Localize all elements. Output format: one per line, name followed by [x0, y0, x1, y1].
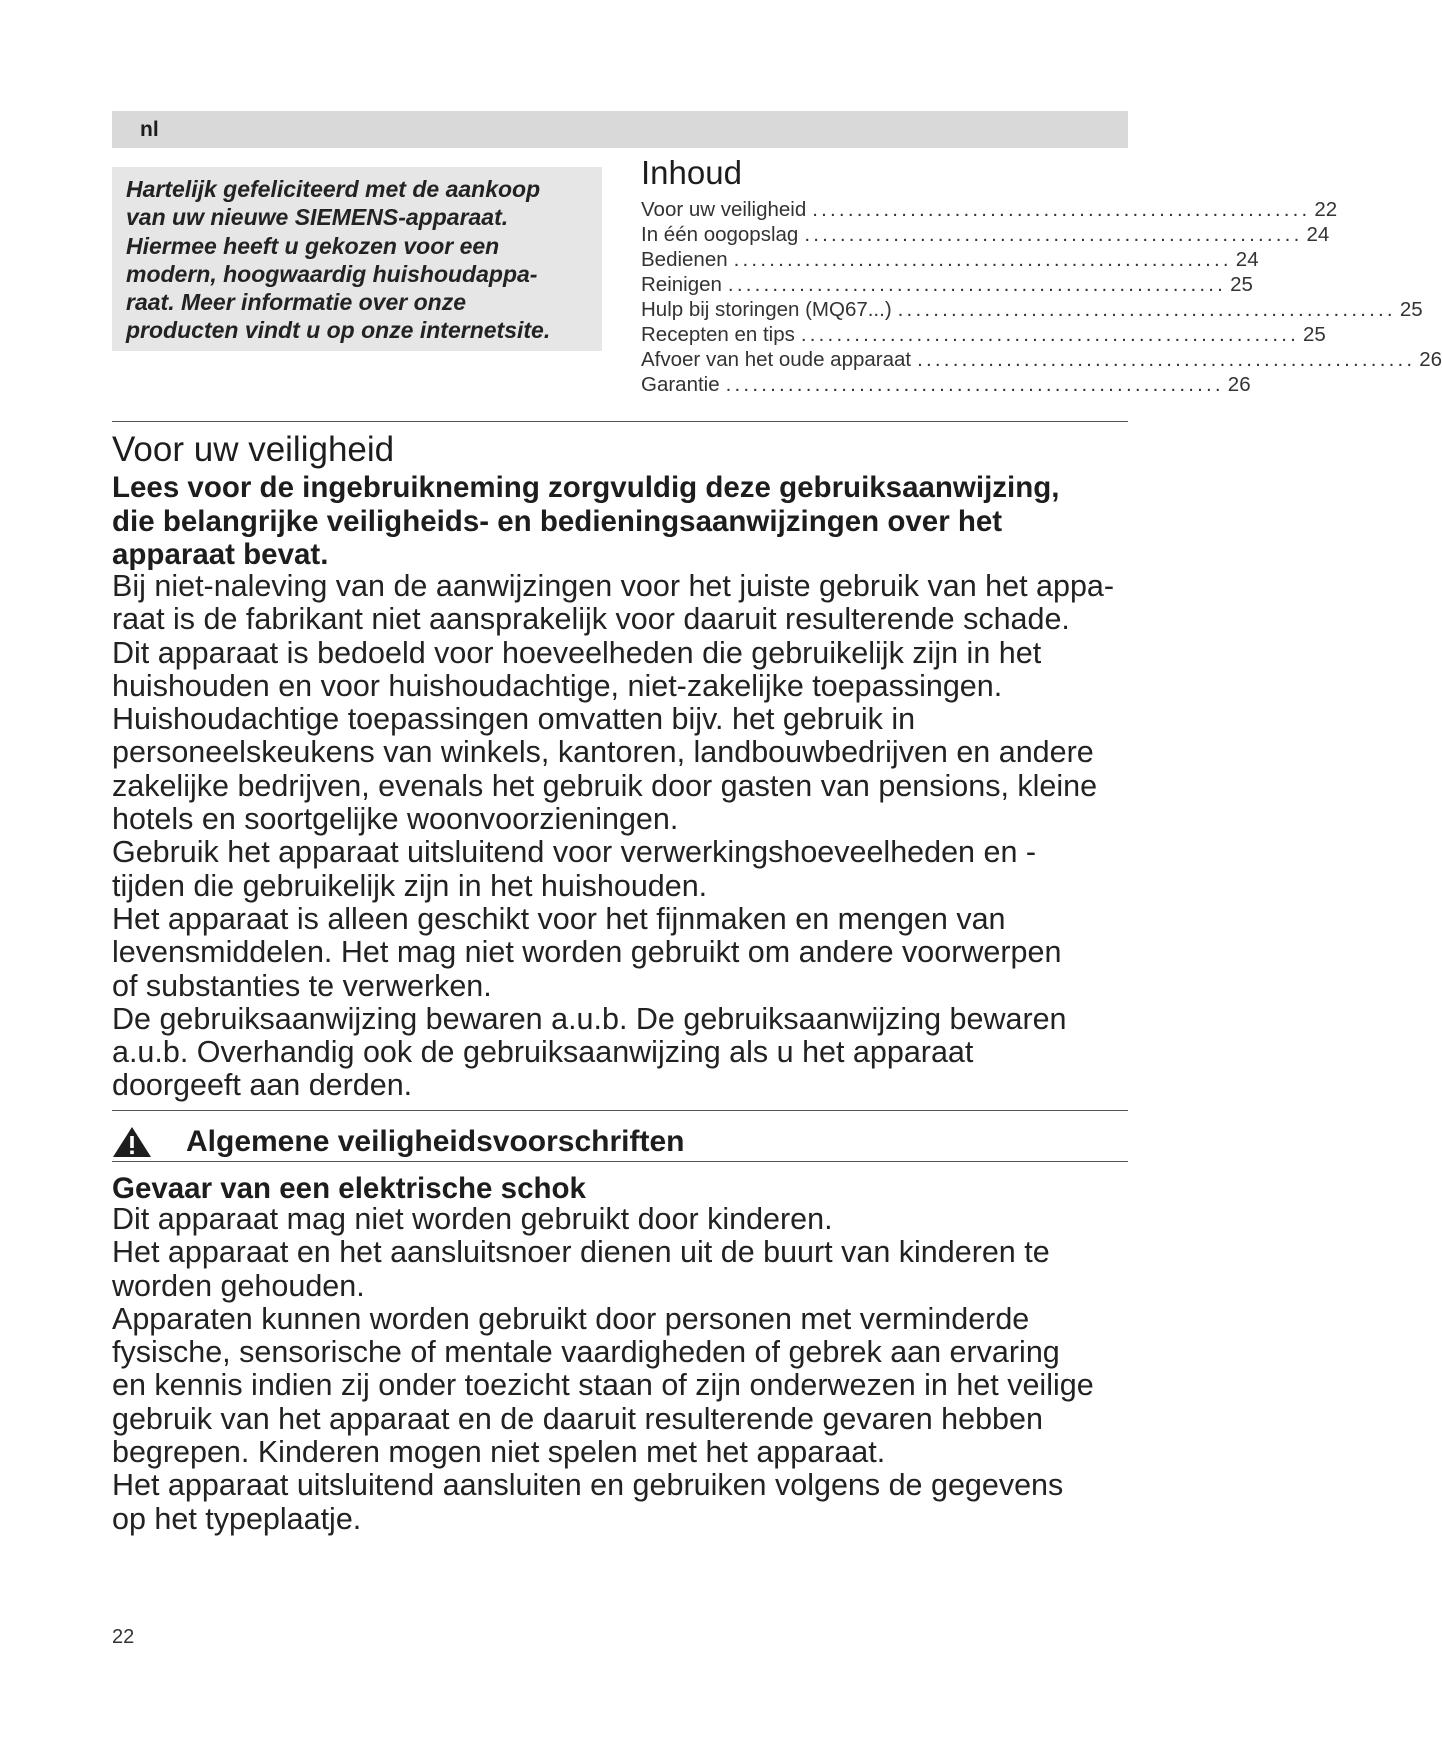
general-safety-title: Algemene veiligheidsvoorschriften — [186, 1125, 685, 1158]
toc-item-label: Voor uw veiligheid — [641, 198, 807, 221]
intro-box — [112, 167, 602, 351]
body-line: a.u.b. Overhandig ook de gebruiksaanwijzing als u het apparaat — [112, 1035, 974, 1070]
body-line: Het apparaat uitsluitend aansluiten en gebruiken volgens de gegevens — [112, 1468, 1064, 1503]
body-line: en kennis indien zij onder toezicht staan of zijn onderwezen in het veilige — [112, 1368, 1094, 1403]
toc-item-page: 24 — [1235, 248, 1259, 271]
body-line: gebruik van het apparaat en de daaruit resulterende gevaren hebben — [112, 1401, 1043, 1436]
toc-item-page: 25 — [1230, 273, 1253, 296]
toc-item-page: 26 — [1227, 373, 1251, 396]
toc-leader: ........................................................ — [800, 323, 1300, 346]
body-line: Huishoudachtige toepassingen omvatten bijv. het gebruik in — [112, 702, 916, 737]
toc-leader: ........................................................ — [897, 298, 1396, 321]
toc-item-page: 26 — [1419, 348, 1442, 371]
toc-item-page: 22 — [1314, 198, 1338, 221]
body-line: Bij niet-naleving van de aanwijzingen voor het juiste gebruik van het appa- — [112, 569, 1115, 603]
toc-item — [641, 247, 1259, 272]
body-line: doorgeeft aan derden. — [112, 1068, 413, 1103]
electric-shock-subtitle: Gevaar van een elektrische schok — [112, 1172, 586, 1205]
intro-line: raat. Meer informatie over onze — [126, 289, 466, 316]
general-safety-heading — [112, 1122, 684, 1162]
toc-leader: ........................................................ — [725, 373, 1224, 396]
toc-item — [641, 372, 1251, 397]
intro-line: van uw nieuwe SIEMENS-apparaat. — [126, 204, 509, 231]
section-divider — [112, 421, 1128, 422]
body-line: worden gehouden. — [112, 1268, 365, 1303]
toc-item — [641, 197, 1338, 222]
toc-item-label: In één oogopslag — [641, 223, 799, 246]
intro-line: producten vindt u op onze internetsite. — [126, 317, 551, 344]
body-line: begrepen. Kinderen mogen niet spelen met het apparaat. — [112, 1435, 886, 1470]
intro-line: Hiermee heeft u gekozen voor een — [126, 232, 500, 259]
toc-leader: ........................................................ — [917, 348, 1416, 371]
toc-leader: ........................................................ — [804, 223, 1303, 246]
safety-lead — [112, 471, 1142, 572]
body-line: zakelijke bedrijven, evenals het gebruik door gasten van pensions, kleine — [112, 768, 1098, 803]
toc-item-label: Bedienen — [641, 248, 728, 271]
intro-line: modern, hoogwaardig huishoudappa- — [126, 260, 538, 287]
body-line: hotels en soortgelijke woonvoorzieningen. — [112, 802, 679, 837]
toc-item — [641, 347, 1442, 372]
general-safety-body — [112, 1203, 1152, 1536]
page-number: 22 — [112, 1626, 135, 1648]
toc-leader: ........................................................ — [733, 248, 1232, 271]
toc-item-label: Afvoer van het oude apparaat — [641, 348, 912, 371]
body-line: of substanties te verwerken. — [112, 968, 492, 1003]
body-line: personeelskeukens van winkels, kantoren, landbouwbedrijven en andere — [112, 735, 1094, 770]
toc-item — [641, 272, 1253, 297]
body-line: fysische, sensorische of mentale vaardigheden of gebrek aan ervaring — [112, 1335, 1060, 1370]
section-divider — [112, 1161, 1128, 1162]
body-line: De gebruiksaanwijzing bewaren a.u.b. De gebruiksaanwijzing bewaren — [112, 1001, 1067, 1036]
body-line: levensmiddelen. Het mag niet worden gebruikt om andere voorwerpen — [112, 935, 1062, 970]
language-header-bar — [112, 111, 1128, 148]
toc-item-page: 24 — [1306, 223, 1330, 246]
toc-item-page: 25 — [1303, 323, 1326, 346]
language-code: nl — [140, 118, 159, 141]
toc-item — [641, 322, 1326, 347]
body-line: Apparaten kunnen worden gebruikt door personen met verminderde — [112, 1301, 1030, 1336]
toc-item — [641, 222, 1330, 247]
body-line: tijden die gebruikelijk zijn in het huishouden. — [112, 868, 708, 903]
body-line: raat is de fabrikant niet aansprakelijk voor daaruit resulterende schade. — [112, 602, 1070, 637]
body-line: Dit apparaat is bedoeld voor hoeveelheden die gebruikelijk zijn in het — [112, 635, 1042, 670]
toc-item-label: Hulp bij storingen (MQ67...) — [641, 298, 892, 321]
body-line: Het apparaat is alleen geschikt voor het fijnmaken en mengen van — [112, 901, 1006, 936]
section-divider — [112, 1110, 1128, 1111]
body-line: Dit apparaat mag niet worden gebruikt door kinderen. — [112, 1202, 833, 1236]
toc-title: Inhoud — [641, 154, 742, 191]
toc-leader: ........................................................ — [727, 273, 1227, 296]
safety-lead-line: apparaat bevat. — [112, 538, 329, 571]
safety-lead-line: die belangrijke veiligheids- en bedieningsaanwijzingen over het — [112, 504, 1003, 538]
safety-body — [112, 570, 1152, 1103]
safety-lead-line: Lees voor de ingebruikneming zorgvuldig deze gebruiksaanwijzing, — [112, 471, 1060, 504]
intro-line: Hartelijk gefeliciteerd met de aankoop — [126, 176, 541, 202]
warning-triangle-icon — [112, 1126, 152, 1158]
toc-item-label: Reinigen — [641, 273, 722, 296]
toc-item — [641, 297, 1423, 322]
table-of-contents — [641, 153, 1442, 397]
toc-item-label: Garantie — [641, 373, 720, 396]
safety-title: Voor uw veiligheid — [112, 430, 395, 469]
body-line: huishouden en voor huishoudachtige, niet-zakelijke toepassingen. — [112, 668, 1003, 703]
body-line: op het typeplaatje. — [112, 1501, 362, 1536]
toc-item-page: 25 — [1399, 298, 1423, 321]
body-line: Gebruik het apparaat uitsluitend voor verwerkingshoeveelheden en - — [112, 835, 1037, 870]
toc-item-label: Recepten en tips — [641, 323, 795, 346]
toc-leader: ........................................................ — [812, 198, 1311, 221]
body-line: Het apparaat en het aansluitsnoer dienen uit de buurt van kinderen te — [112, 1235, 1050, 1270]
